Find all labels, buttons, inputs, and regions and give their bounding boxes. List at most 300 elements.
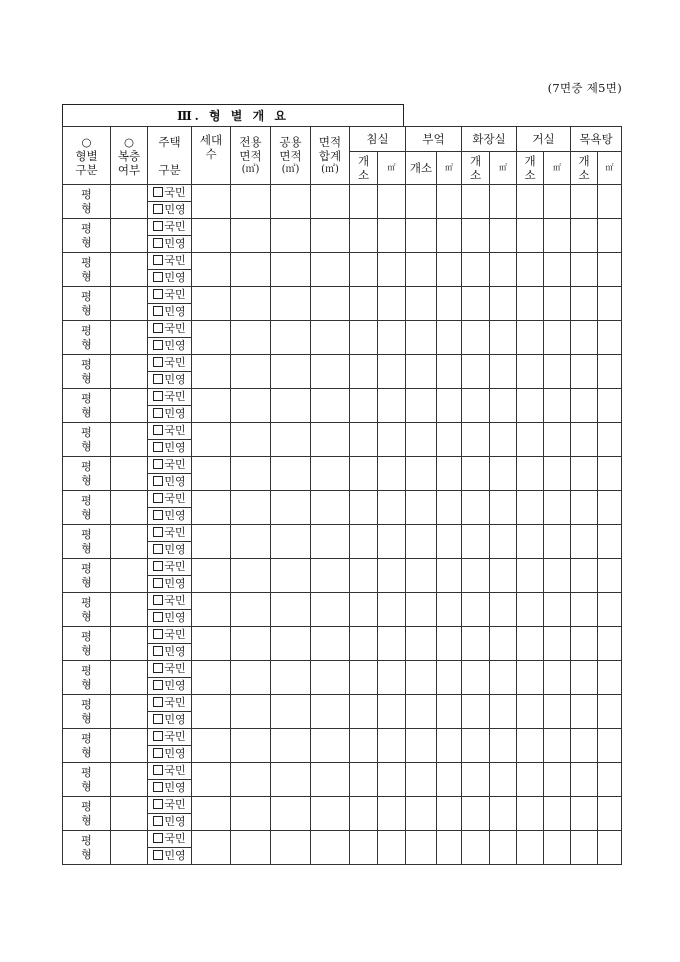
housing-option-national[interactable] <box>148 355 192 372</box>
kitchen-count-cell[interactable] <box>406 729 437 763</box>
restroom-count-cell[interactable] <box>462 763 490 797</box>
living-room-area-cell[interactable] <box>544 763 571 797</box>
restroom-area-cell[interactable] <box>490 253 517 287</box>
common-area-cell[interactable] <box>271 423 311 457</box>
bathroom-area-cell[interactable] <box>598 695 622 729</box>
common-area-cell[interactable] <box>271 253 311 287</box>
checkbox-icon[interactable] <box>153 578 163 588</box>
housing-option-private[interactable] <box>148 508 192 525</box>
common-area-cell[interactable] <box>271 491 311 525</box>
restroom-count-cell[interactable] <box>462 389 490 423</box>
common-area-cell[interactable] <box>271 763 311 797</box>
housing-option-private[interactable] <box>148 440 192 457</box>
duplex-cell[interactable] <box>111 287 148 321</box>
checkbox-icon[interactable] <box>153 391 163 401</box>
checkbox-icon[interactable] <box>153 425 163 435</box>
bedroom-count-cell[interactable] <box>350 287 378 321</box>
bedroom-area-cell[interactable] <box>378 559 406 593</box>
restroom-area-cell[interactable] <box>490 321 517 355</box>
type-cell[interactable] <box>63 525 111 559</box>
restroom-area-cell[interactable] <box>490 423 517 457</box>
checkbox-icon[interactable] <box>153 255 163 265</box>
bedroom-area-cell[interactable] <box>378 253 406 287</box>
bedroom-count-cell[interactable] <box>350 253 378 287</box>
restroom-count-cell[interactable] <box>462 457 490 491</box>
checkbox-icon[interactable] <box>153 629 163 639</box>
kitchen-area-cell[interactable] <box>437 219 462 253</box>
duplex-cell[interactable] <box>111 321 148 355</box>
bathroom-area-cell[interactable] <box>598 423 622 457</box>
restroom-count-cell[interactable] <box>462 253 490 287</box>
duplex-cell[interactable] <box>111 763 148 797</box>
living-room-area-cell[interactable] <box>544 491 571 525</box>
households-cell[interactable] <box>192 355 231 389</box>
housing-option-private[interactable] <box>148 202 192 219</box>
total-area-cell[interactable] <box>311 287 350 321</box>
kitchen-count-cell[interactable] <box>406 389 437 423</box>
checkbox-icon[interactable] <box>153 646 163 656</box>
living-room-count-cell[interactable] <box>517 593 544 627</box>
bedroom-area-cell[interactable] <box>378 423 406 457</box>
living-room-count-cell[interactable] <box>517 355 544 389</box>
duplex-cell[interactable] <box>111 695 148 729</box>
housing-option-national[interactable] <box>148 321 192 338</box>
housing-option-private[interactable] <box>148 372 192 389</box>
total-area-cell[interactable] <box>311 559 350 593</box>
checkbox-icon[interactable] <box>153 187 163 197</box>
checkbox-icon[interactable] <box>153 595 163 605</box>
restroom-area-cell[interactable] <box>490 457 517 491</box>
checkbox-icon[interactable] <box>153 476 163 486</box>
kitchen-count-cell[interactable] <box>406 695 437 729</box>
total-area-cell[interactable] <box>311 661 350 695</box>
restroom-count-cell[interactable] <box>462 219 490 253</box>
exclusive-area-cell[interactable] <box>231 525 271 559</box>
housing-option-national[interactable] <box>148 763 192 780</box>
bedroom-area-cell[interactable] <box>378 355 406 389</box>
bedroom-area-cell[interactable] <box>378 661 406 695</box>
common-area-cell[interactable] <box>271 729 311 763</box>
exclusive-area-cell[interactable] <box>231 185 271 219</box>
restroom-area-cell[interactable] <box>490 287 517 321</box>
kitchen-count-cell[interactable] <box>406 253 437 287</box>
bathroom-area-cell[interactable] <box>598 525 622 559</box>
duplex-cell[interactable] <box>111 525 148 559</box>
living-room-count-cell[interactable] <box>517 423 544 457</box>
exclusive-area-cell[interactable] <box>231 559 271 593</box>
exclusive-area-cell[interactable] <box>231 219 271 253</box>
housing-option-national[interactable] <box>148 457 192 474</box>
housing-option-private[interactable] <box>148 406 192 423</box>
housing-option-private[interactable] <box>148 780 192 797</box>
total-area-cell[interactable] <box>311 389 350 423</box>
exclusive-area-cell[interactable] <box>231 355 271 389</box>
bathroom-count-cell[interactable] <box>571 355 598 389</box>
bedroom-area-cell[interactable] <box>378 287 406 321</box>
restroom-count-cell[interactable] <box>462 729 490 763</box>
bedroom-count-cell[interactable] <box>350 321 378 355</box>
restroom-area-cell[interactable] <box>490 831 517 865</box>
bathroom-count-cell[interactable] <box>571 219 598 253</box>
restroom-count-cell[interactable] <box>462 321 490 355</box>
bedroom-count-cell[interactable] <box>350 457 378 491</box>
living-room-area-cell[interactable] <box>544 389 571 423</box>
checkbox-icon[interactable] <box>153 527 163 537</box>
checkbox-icon[interactable] <box>153 544 163 554</box>
restroom-count-cell[interactable] <box>462 695 490 729</box>
bathroom-area-cell[interactable] <box>598 287 622 321</box>
exclusive-area-cell[interactable] <box>231 797 271 831</box>
bathroom-area-cell[interactable] <box>598 491 622 525</box>
housing-option-private[interactable] <box>148 746 192 763</box>
living-room-count-cell[interactable] <box>517 219 544 253</box>
restroom-count-cell[interactable] <box>462 287 490 321</box>
common-area-cell[interactable] <box>271 525 311 559</box>
living-room-area-cell[interactable] <box>544 355 571 389</box>
kitchen-area-cell[interactable] <box>437 253 462 287</box>
bathroom-count-cell[interactable] <box>571 559 598 593</box>
kitchen-area-cell[interactable] <box>437 457 462 491</box>
duplex-cell[interactable] <box>111 729 148 763</box>
bathroom-count-cell[interactable] <box>571 797 598 831</box>
bathroom-count-cell[interactable] <box>571 831 598 865</box>
common-area-cell[interactable] <box>271 661 311 695</box>
kitchen-area-cell[interactable] <box>437 389 462 423</box>
exclusive-area-cell[interactable] <box>231 627 271 661</box>
bathroom-area-cell[interactable] <box>598 763 622 797</box>
restroom-area-cell[interactable] <box>490 389 517 423</box>
living-room-area-cell[interactable] <box>544 559 571 593</box>
kitchen-area-cell[interactable] <box>437 797 462 831</box>
bedroom-area-cell[interactable] <box>378 525 406 559</box>
checkbox-icon[interactable] <box>153 357 163 367</box>
housing-option-private[interactable] <box>148 270 192 287</box>
checkbox-icon[interactable] <box>153 459 163 469</box>
housing-option-private[interactable] <box>148 304 192 321</box>
housing-option-national[interactable] <box>148 797 192 814</box>
bathroom-area-cell[interactable] <box>598 627 622 661</box>
kitchen-area-cell[interactable] <box>437 729 462 763</box>
bathroom-count-cell[interactable] <box>571 695 598 729</box>
bathroom-area-cell[interactable] <box>598 219 622 253</box>
living-room-area-cell[interactable] <box>544 797 571 831</box>
restroom-count-cell[interactable] <box>462 797 490 831</box>
bedroom-count-cell[interactable] <box>350 185 378 219</box>
bedroom-count-cell[interactable] <box>350 423 378 457</box>
type-cell[interactable] <box>63 831 111 865</box>
checkbox-icon[interactable] <box>153 765 163 775</box>
restroom-count-cell[interactable] <box>462 525 490 559</box>
kitchen-count-cell[interactable] <box>406 627 437 661</box>
housing-option-national[interactable] <box>148 831 192 848</box>
restroom-count-cell[interactable] <box>462 185 490 219</box>
housing-option-national[interactable] <box>148 661 192 678</box>
common-area-cell[interactable] <box>271 831 311 865</box>
restroom-area-cell[interactable] <box>490 797 517 831</box>
living-room-count-cell[interactable] <box>517 321 544 355</box>
common-area-cell[interactable] <box>271 457 311 491</box>
kitchen-count-cell[interactable] <box>406 287 437 321</box>
bedroom-area-cell[interactable] <box>378 797 406 831</box>
living-room-count-cell[interactable] <box>517 253 544 287</box>
duplex-cell[interactable] <box>111 559 148 593</box>
living-room-count-cell[interactable] <box>517 287 544 321</box>
bedroom-area-cell[interactable] <box>378 219 406 253</box>
living-room-area-cell[interactable] <box>544 627 571 661</box>
duplex-cell[interactable] <box>111 491 148 525</box>
restroom-area-cell[interactable] <box>490 219 517 253</box>
checkbox-icon[interactable] <box>153 272 163 282</box>
households-cell[interactable] <box>192 287 231 321</box>
checkbox-icon[interactable] <box>153 289 163 299</box>
exclusive-area-cell[interactable] <box>231 321 271 355</box>
checkbox-icon[interactable] <box>153 850 163 860</box>
duplex-cell[interactable] <box>111 457 148 491</box>
checkbox-icon[interactable] <box>153 697 163 707</box>
bathroom-area-cell[interactable] <box>598 831 622 865</box>
bedroom-count-cell[interactable] <box>350 831 378 865</box>
bathroom-count-cell[interactable] <box>571 287 598 321</box>
bathroom-count-cell[interactable] <box>571 627 598 661</box>
housing-option-national[interactable] <box>148 525 192 542</box>
common-area-cell[interactable] <box>271 287 311 321</box>
total-area-cell[interactable] <box>311 525 350 559</box>
living-room-area-cell[interactable] <box>544 729 571 763</box>
checkbox-icon[interactable] <box>153 782 163 792</box>
housing-option-national[interactable] <box>148 627 192 644</box>
type-cell[interactable] <box>63 559 111 593</box>
restroom-area-cell[interactable] <box>490 627 517 661</box>
restroom-area-cell[interactable] <box>490 593 517 627</box>
bathroom-area-cell[interactable] <box>598 253 622 287</box>
bedroom-area-cell[interactable] <box>378 831 406 865</box>
bathroom-area-cell[interactable] <box>598 457 622 491</box>
bathroom-area-cell[interactable] <box>598 185 622 219</box>
restroom-count-cell[interactable] <box>462 491 490 525</box>
type-cell[interactable] <box>63 321 111 355</box>
duplex-cell[interactable] <box>111 389 148 423</box>
kitchen-count-cell[interactable] <box>406 559 437 593</box>
checkbox-icon[interactable] <box>153 833 163 843</box>
living-room-area-cell[interactable] <box>544 695 571 729</box>
households-cell[interactable] <box>192 695 231 729</box>
restroom-count-cell[interactable] <box>462 423 490 457</box>
restroom-count-cell[interactable] <box>462 831 490 865</box>
kitchen-area-cell[interactable] <box>437 627 462 661</box>
restroom-count-cell[interactable] <box>462 355 490 389</box>
kitchen-count-cell[interactable] <box>406 491 437 525</box>
bedroom-area-cell[interactable] <box>378 491 406 525</box>
kitchen-count-cell[interactable] <box>406 525 437 559</box>
living-room-count-cell[interactable] <box>517 831 544 865</box>
type-cell[interactable] <box>63 695 111 729</box>
exclusive-area-cell[interactable] <box>231 661 271 695</box>
households-cell[interactable] <box>192 627 231 661</box>
type-cell[interactable] <box>63 355 111 389</box>
bathroom-count-cell[interactable] <box>571 661 598 695</box>
checkbox-icon[interactable] <box>153 561 163 571</box>
restroom-area-cell[interactable] <box>490 661 517 695</box>
bathroom-area-cell[interactable] <box>598 661 622 695</box>
total-area-cell[interactable] <box>311 831 350 865</box>
exclusive-area-cell[interactable] <box>231 389 271 423</box>
duplex-cell[interactable] <box>111 185 148 219</box>
living-room-count-cell[interactable] <box>517 525 544 559</box>
households-cell[interactable] <box>192 763 231 797</box>
checkbox-icon[interactable] <box>153 408 163 418</box>
total-area-cell[interactable] <box>311 627 350 661</box>
bathroom-area-cell[interactable] <box>598 321 622 355</box>
common-area-cell[interactable] <box>271 627 311 661</box>
living-room-area-cell[interactable] <box>544 831 571 865</box>
housing-option-national[interactable] <box>148 593 192 610</box>
checkbox-icon[interactable] <box>153 714 163 724</box>
bedroom-area-cell[interactable] <box>378 695 406 729</box>
bathroom-area-cell[interactable] <box>598 559 622 593</box>
common-area-cell[interactable] <box>271 219 311 253</box>
bedroom-area-cell[interactable] <box>378 763 406 797</box>
households-cell[interactable] <box>192 593 231 627</box>
restroom-area-cell[interactable] <box>490 525 517 559</box>
bedroom-count-cell[interactable] <box>350 389 378 423</box>
exclusive-area-cell[interactable] <box>231 457 271 491</box>
bedroom-count-cell[interactable] <box>350 661 378 695</box>
exclusive-area-cell[interactable] <box>231 253 271 287</box>
bathroom-area-cell[interactable] <box>598 389 622 423</box>
households-cell[interactable] <box>192 321 231 355</box>
housing-option-private[interactable] <box>148 814 192 831</box>
bathroom-count-cell[interactable] <box>571 185 598 219</box>
households-cell[interactable] <box>192 797 231 831</box>
duplex-cell[interactable] <box>111 219 148 253</box>
type-cell[interactable] <box>63 797 111 831</box>
kitchen-count-cell[interactable] <box>406 423 437 457</box>
exclusive-area-cell[interactable] <box>231 729 271 763</box>
type-cell[interactable] <box>63 423 111 457</box>
living-room-area-cell[interactable] <box>544 253 571 287</box>
living-room-area-cell[interactable] <box>544 321 571 355</box>
housing-option-national[interactable] <box>148 287 192 304</box>
kitchen-area-cell[interactable] <box>437 321 462 355</box>
bathroom-count-cell[interactable] <box>571 321 598 355</box>
housing-option-private[interactable] <box>148 338 192 355</box>
bedroom-count-cell[interactable] <box>350 695 378 729</box>
housing-option-national[interactable] <box>148 423 192 440</box>
checkbox-icon[interactable] <box>153 323 163 333</box>
bedroom-area-cell[interactable] <box>378 593 406 627</box>
exclusive-area-cell[interactable] <box>231 831 271 865</box>
type-cell[interactable] <box>63 253 111 287</box>
bedroom-count-cell[interactable] <box>350 627 378 661</box>
restroom-area-cell[interactable] <box>490 559 517 593</box>
housing-option-national[interactable] <box>148 491 192 508</box>
exclusive-area-cell[interactable] <box>231 423 271 457</box>
restroom-area-cell[interactable] <box>490 763 517 797</box>
checkbox-icon[interactable] <box>153 748 163 758</box>
bedroom-area-cell[interactable] <box>378 729 406 763</box>
bedroom-count-cell[interactable] <box>350 593 378 627</box>
households-cell[interactable] <box>192 457 231 491</box>
kitchen-area-cell[interactable] <box>437 593 462 627</box>
housing-option-national[interactable] <box>148 253 192 270</box>
bedroom-area-cell[interactable] <box>378 321 406 355</box>
bedroom-count-cell[interactable] <box>350 729 378 763</box>
total-area-cell[interactable] <box>311 423 350 457</box>
type-cell[interactable] <box>63 763 111 797</box>
kitchen-area-cell[interactable] <box>437 695 462 729</box>
bathroom-count-cell[interactable] <box>571 491 598 525</box>
kitchen-area-cell[interactable] <box>437 287 462 321</box>
kitchen-count-cell[interactable] <box>406 457 437 491</box>
bedroom-area-cell[interactable] <box>378 389 406 423</box>
kitchen-count-cell[interactable] <box>406 185 437 219</box>
total-area-cell[interactable] <box>311 763 350 797</box>
living-room-area-cell[interactable] <box>544 457 571 491</box>
exclusive-area-cell[interactable] <box>231 695 271 729</box>
households-cell[interactable] <box>192 253 231 287</box>
housing-option-private[interactable] <box>148 236 192 253</box>
duplex-cell[interactable] <box>111 661 148 695</box>
restroom-area-cell[interactable] <box>490 695 517 729</box>
bedroom-count-cell[interactable] <box>350 219 378 253</box>
housing-option-private[interactable] <box>148 712 192 729</box>
housing-option-private[interactable] <box>148 644 192 661</box>
kitchen-count-cell[interactable] <box>406 355 437 389</box>
housing-option-national[interactable] <box>148 219 192 236</box>
total-area-cell[interactable] <box>311 491 350 525</box>
households-cell[interactable] <box>192 423 231 457</box>
housing-option-private[interactable] <box>148 576 192 593</box>
living-room-count-cell[interactable] <box>517 389 544 423</box>
living-room-count-cell[interactable] <box>517 797 544 831</box>
common-area-cell[interactable] <box>271 355 311 389</box>
bedroom-count-cell[interactable] <box>350 525 378 559</box>
living-room-count-cell[interactable] <box>517 763 544 797</box>
checkbox-icon[interactable] <box>153 493 163 503</box>
kitchen-area-cell[interactable] <box>437 491 462 525</box>
checkbox-icon[interactable] <box>153 374 163 384</box>
total-area-cell[interactable] <box>311 219 350 253</box>
type-cell[interactable] <box>63 661 111 695</box>
bedroom-area-cell[interactable] <box>378 457 406 491</box>
housing-option-national[interactable] <box>148 559 192 576</box>
checkbox-icon[interactable] <box>153 816 163 826</box>
type-cell[interactable] <box>63 627 111 661</box>
housing-option-private[interactable] <box>148 848 192 865</box>
common-area-cell[interactable] <box>271 185 311 219</box>
living-room-area-cell[interactable] <box>544 185 571 219</box>
type-cell[interactable] <box>63 287 111 321</box>
housing-option-national[interactable] <box>148 729 192 746</box>
exclusive-area-cell[interactable] <box>231 287 271 321</box>
common-area-cell[interactable] <box>271 389 311 423</box>
living-room-area-cell[interactable] <box>544 219 571 253</box>
kitchen-count-cell[interactable] <box>406 593 437 627</box>
type-cell[interactable] <box>63 593 111 627</box>
bedroom-count-cell[interactable] <box>350 763 378 797</box>
kitchen-count-cell[interactable] <box>406 219 437 253</box>
living-room-count-cell[interactable] <box>517 695 544 729</box>
restroom-area-cell[interactable] <box>490 491 517 525</box>
total-area-cell[interactable] <box>311 253 350 287</box>
checkbox-icon[interactable] <box>153 663 163 673</box>
common-area-cell[interactable] <box>271 593 311 627</box>
restroom-count-cell[interactable] <box>462 559 490 593</box>
total-area-cell[interactable] <box>311 355 350 389</box>
duplex-cell[interactable] <box>111 593 148 627</box>
restroom-area-cell[interactable] <box>490 355 517 389</box>
housing-option-national[interactable] <box>148 389 192 406</box>
